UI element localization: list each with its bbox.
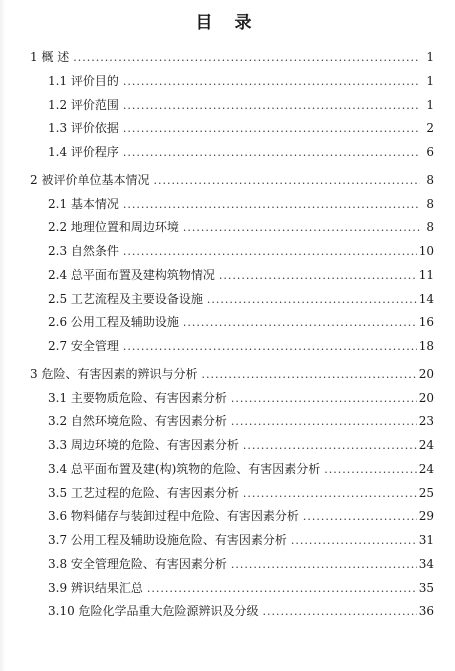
toc-entry-label: 1.2 评价范围 (48, 97, 119, 112)
toc-entry-page-number: 29 (418, 509, 434, 524)
toc-section-entry[interactable] (30, 266, 434, 290)
toc-entry-page-number: 36 (418, 604, 434, 619)
toc-list (30, 48, 434, 626)
toc-entry-page-number: 24 (418, 438, 434, 452)
dot-leader (231, 415, 417, 428)
toc-chapter-entry[interactable] (30, 48, 434, 72)
toc-entry-page-number: 6 (426, 145, 434, 159)
dot-leader (263, 605, 417, 618)
toc-entry-page-number: 16 (418, 315, 434, 330)
toc-entry-page-number: 31 (418, 533, 434, 547)
toc-entry-page-number: 24 (418, 461, 434, 476)
toc-section-entry[interactable] (30, 436, 434, 460)
toc-entry-label: 3.5 工艺过程的危险、有害因素分析 (48, 485, 239, 500)
toc-entry-page-number: 1 (426, 50, 434, 64)
dot-leader (201, 368, 416, 381)
dot-leader (231, 392, 417, 405)
toc-entry-page-number: 18 (418, 339, 434, 353)
toc-entry-page-number: 25 (418, 485, 434, 500)
toc-entry-page-number: 8 (426, 220, 434, 235)
dot-leader (183, 316, 417, 329)
dot-leader (123, 122, 420, 135)
dot-leader (123, 340, 417, 353)
toc-section-entry[interactable] (30, 143, 434, 167)
toc-entry-page-number: 8 (426, 172, 434, 187)
dot-leader (123, 99, 420, 112)
toc-section-entry[interactable] (30, 195, 434, 219)
toc-entry-page-number: 8 (426, 196, 434, 211)
toc-entry-page-number: 35 (418, 580, 434, 595)
toc-entry-label: 2.4 总平面布置及建构筑物情况 (48, 267, 215, 282)
dot-leader (291, 534, 417, 547)
toc-section-entry[interactable] (30, 218, 434, 242)
dot-leader (123, 198, 420, 211)
dot-leader (231, 558, 417, 571)
toc-entry-label: 3.1 主要物质危险、有害因素分析 (48, 390, 227, 405)
toc-entry-page-number: 2 (426, 121, 434, 136)
toc-entry-label: 3.7 公用工程及辅助设施危险、有害因素分析 (48, 533, 287, 547)
toc-entry-page-number: 11 (418, 267, 434, 282)
toc-entry-label: 3.8 安全管理危险、有害因素分析 (48, 556, 227, 571)
toc-entry-label: 1.4 评价程序 (48, 145, 119, 159)
toc-entry-label: 3.6 物料储存与装卸过程中危险、有害因素分析 (48, 509, 299, 524)
toc-entry-page-number: 1 (426, 97, 434, 112)
toc-entry-label: 2.2 地理位置和周边环境 (48, 220, 179, 235)
dot-leader (207, 293, 417, 306)
toc-entry-label: 3 危险、有害因素的辨识与分析 (30, 366, 198, 381)
dot-leader (324, 463, 416, 476)
toc-section-entry[interactable] (30, 531, 434, 555)
toc-entry-page-number: 14 (418, 291, 434, 306)
toc-section-entry[interactable] (30, 555, 434, 579)
toc-entry-label: 3.3 周边环境的危险、有害因素分析 (48, 438, 239, 452)
toc-entry-label: 2.1 基本情况 (48, 196, 119, 211)
toc-section-entry[interactable] (30, 290, 434, 314)
toc-entry-label: 1 概 述 (30, 50, 70, 64)
toc-entry-page-number: 23 (418, 414, 434, 429)
toc-section-entry[interactable] (30, 484, 434, 508)
toc-entry-label: 2.7 安全管理 (48, 339, 119, 353)
toc-entry-label: 2.6 公用工程及辅助设施 (48, 315, 179, 330)
toc-section-entry[interactable] (30, 507, 434, 531)
toc-entry-page-number: 20 (418, 390, 434, 405)
dot-leader (123, 75, 420, 88)
dot-leader (123, 245, 417, 258)
toc-entry-page-number: 34 (418, 556, 434, 571)
toc-entry-label: 2.3 自然条件 (48, 244, 119, 258)
toc-entry-label: 2 被评价单位基本情况 (30, 172, 150, 187)
toc-section-entry[interactable] (30, 242, 434, 266)
dot-leader (219, 269, 417, 282)
dot-leader (243, 487, 417, 500)
toc-section-entry[interactable] (30, 460, 434, 484)
toc-section-entry[interactable] (30, 412, 434, 436)
toc-entry-label: 3.2 自然环境危险、有害因素分析 (48, 414, 227, 429)
dot-leader (153, 174, 420, 187)
toc-entry-label: 3.9 辨识结果汇总 (48, 580, 143, 595)
dot-leader (147, 582, 417, 595)
toc-chapter-entry[interactable] (30, 171, 434, 195)
toc-section-entry[interactable] (30, 72, 434, 96)
dot-leader (303, 510, 417, 523)
toc-section-entry[interactable] (30, 337, 434, 361)
dot-leader (243, 439, 417, 452)
toc-section-entry[interactable] (30, 389, 434, 413)
toc-entry-label: 3.10 危险化学品重大危险源辨识及分级 (48, 604, 259, 619)
toc-entry-label: 2.5 工艺流程及主要设备设施 (48, 291, 203, 306)
dot-leader (73, 51, 420, 64)
toc-section-entry[interactable] (30, 579, 434, 603)
dot-leader (183, 221, 420, 234)
toc-entry-page-number: 20 (418, 366, 434, 381)
toc-entry-label: 1.3 评价依据 (48, 121, 119, 136)
toc-entry-page-number: 1 (426, 73, 434, 88)
toc-entry-page-number: 10 (418, 244, 434, 258)
toc-entry-label: 3.4 总平面布置及建(构)筑物的危险、有害因素分析 (48, 461, 321, 476)
toc-title: 目 录 (195, 13, 260, 33)
toc-section-entry[interactable] (30, 602, 434, 626)
toc-entry-label: 1.1 评价目的 (48, 73, 119, 88)
toc-chapter-entry[interactable] (30, 365, 434, 389)
dot-leader (123, 146, 420, 159)
toc-section-entry[interactable] (30, 119, 434, 143)
toc-section-entry[interactable] (30, 96, 434, 120)
toc-section-entry[interactable] (30, 313, 434, 337)
